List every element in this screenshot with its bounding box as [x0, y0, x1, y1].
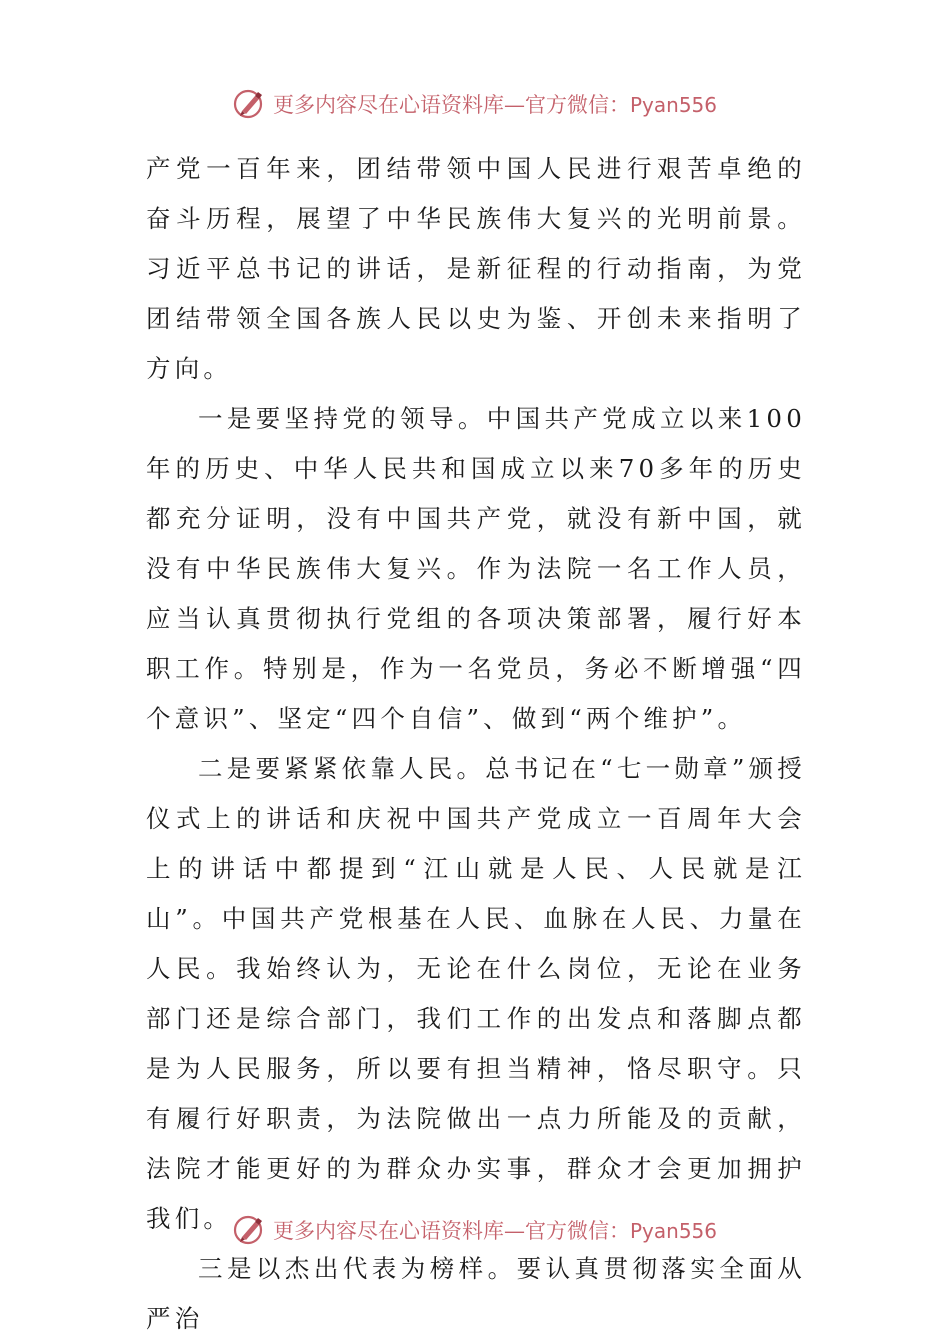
footer-watermark [0, 1210, 950, 1250]
watermark-wechat-id: Pyan556 [629, 1219, 717, 1243]
document-body [146, 144, 806, 1344]
paragraph-continuation: 产党一百年来，团结带领中国人民进行艰苦卓绝的奋斗历程，展望了中华民族伟大复兴的光明前景。习近平总书记的讲话，是新征程的行动指南，为党团结带领全国各族人民以史为鉴、开创未来指明了方向。 [146, 154, 806, 383]
paragraph-point-two: 二是要紧紧依靠人民。总书记在“七一勋章”颁授仪式上的讲话和庆祝中国共产党成立一百周年大会上的讲话中都提到“江山就是人民、人民就是江山”。中国共产党根基在人民、血脉在人民、力量在人民。我始终认为，无论在什么岗位，无论在业务部门还是综合部门，我们工作的出发点和落脚点都是为人民服务，所以要有担当精神，恪尽职守。只有履行好职责，为法院做出一点力所能及的贡献，法院才能更好的为群众办实事，群众才会更加拥护我们。 [146, 754, 806, 1233]
pen-logo-icon [233, 87, 267, 121]
header-watermark [0, 84, 950, 124]
watermark-text: 更多内容尽在心语资料库—官方微信：Pyan556 [272, 1219, 717, 1243]
watermark-wechat-id: Pyan556 [629, 93, 717, 117]
pen-logo-icon [233, 1213, 267, 1247]
paragraph-point-three: 三是以杰出代表为榜样。要认真贯彻落实全面从严治 [146, 1254, 806, 1333]
watermark-text: 更多内容尽在心语资料库—官方微信：Pyan556 [272, 93, 717, 117]
paragraph-point-one: 一是要坚持党的领导。中国共产党成立以来100年的历史、中华人民共和国成立以来70多年的历史都充分证明，没有中国共产党，就没有新中国，就没有中华民族伟大复兴。作为法院一名工作人员，应当认真贯彻执行党组的各项决策部署，履行好本职工作。特别是，作为一名党员，务必不断增强“四个意识”、坚定“四个自信”、做到“两个维护”。 [146, 404, 806, 733]
